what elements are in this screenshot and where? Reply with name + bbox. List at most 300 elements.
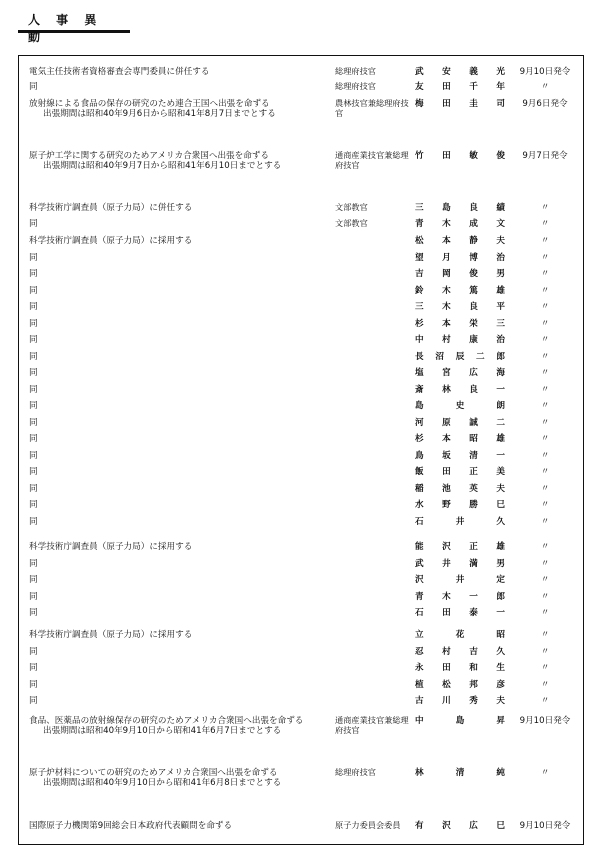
name-char: 英: [469, 484, 478, 494]
name-char: 松: [415, 236, 424, 246]
name-char: 島: [442, 203, 451, 213]
entry-position: 総理府技官: [335, 66, 376, 76]
entry-position: 文部教官: [335, 218, 368, 228]
entry-order: 科学技術庁調査員（原子力局）に併任する: [29, 203, 193, 213]
entry-date: 〃: [540, 608, 550, 618]
entry-date: 〃: [540, 434, 550, 444]
name-char: 沢: [442, 542, 451, 552]
entry-date: 9月6日発令: [522, 99, 568, 109]
entry-date: 〃: [540, 286, 550, 296]
name-char: 武: [415, 559, 424, 569]
name-char: 勝: [469, 500, 478, 510]
name-char: 古: [415, 696, 424, 706]
name-char: 郎: [496, 352, 505, 362]
entry-order: 同: [29, 451, 38, 461]
entry-date: 〃: [540, 401, 550, 411]
name-char: 有: [415, 821, 424, 831]
name-char: 村: [442, 647, 451, 657]
name-char: 博: [469, 253, 478, 263]
entry-order: 科学技術庁調査員（原子力局）に採用する: [29, 236, 193, 246]
entry-position: 総理府技官: [335, 81, 376, 91]
entry-name: [415, 647, 505, 657]
entry-description: [29, 500, 325, 510]
entry-description: [29, 680, 325, 690]
entry-description: [29, 236, 325, 246]
name-char: 久: [496, 517, 505, 527]
name-char: 田: [442, 467, 451, 477]
entry-order: 科学技術庁調査員（原子力局）に採用する: [29, 542, 193, 552]
entry-name: [415, 680, 505, 690]
entry-order: 同: [29, 401, 38, 411]
name-char: 沢: [442, 821, 451, 831]
entry-date: 〃: [540, 269, 550, 279]
name-char: 田: [442, 99, 451, 109]
entry-name: [415, 500, 505, 510]
name-char: 青: [415, 219, 424, 229]
name-char: 夫: [496, 696, 505, 706]
name-char: 石: [415, 608, 424, 618]
name-char: 林: [415, 768, 424, 778]
name-char: 月: [442, 253, 451, 263]
entry-name: [415, 203, 505, 213]
entry-description: [29, 385, 325, 395]
entry-name: [415, 418, 505, 428]
name-char: 和: [469, 663, 478, 673]
entry-name: [415, 663, 505, 673]
name-char: 林: [442, 385, 451, 395]
name-char: 田: [442, 663, 451, 673]
entry-order: 同: [29, 269, 38, 279]
entry-date: 〃: [540, 467, 550, 477]
name-char: 河: [415, 418, 424, 428]
name-char: 木: [442, 286, 451, 296]
name-char: 秀: [469, 696, 478, 706]
entry-description: [29, 253, 325, 263]
entry-date: 〃: [540, 368, 550, 378]
name-char: 一: [496, 608, 505, 618]
entry-name: [415, 352, 505, 362]
name-char: 成: [469, 219, 478, 229]
entry-name: [415, 467, 505, 477]
name-char: 美: [496, 467, 505, 477]
entry-description: [29, 517, 325, 527]
name-char: 石: [415, 517, 424, 527]
name-char: 治: [496, 253, 505, 263]
entry-period: 出張期間は昭和40年9月10日から昭和41年6月8日までとする: [43, 778, 282, 788]
entry-description: [29, 151, 325, 171]
name-char: 静: [469, 236, 478, 246]
entry-order: 同: [29, 335, 38, 345]
name-char: 花: [455, 630, 465, 640]
entry-order: 国際原子力機関第9回総会日本政府代表顧問を命ずる: [29, 821, 233, 831]
name-char: 飯: [415, 467, 424, 477]
name-char: 朗: [496, 401, 505, 411]
name-char: 昇: [496, 716, 505, 726]
entry-name: [415, 696, 505, 706]
entry-order: 同: [29, 302, 38, 312]
entry-name: [415, 716, 505, 726]
entry-date: 9月7日発令: [522, 151, 568, 161]
entry-order: 同: [29, 517, 38, 527]
name-char: 雄: [496, 286, 505, 296]
entry-description: [29, 319, 325, 329]
name-char: 司: [496, 99, 505, 109]
name-char: 誠: [469, 418, 478, 428]
name-char: 吉: [469, 647, 478, 657]
entry-name: [415, 821, 505, 831]
name-char: 史: [455, 401, 465, 411]
name-char: 年: [496, 82, 505, 92]
entry-name: [415, 434, 505, 444]
entry-order: 同: [29, 434, 38, 444]
name-char: 永: [415, 663, 424, 673]
name-char: 三: [415, 302, 424, 312]
entry-name: [415, 82, 505, 92]
entry-order: 科学技術庁調査員（原子力局）に採用する: [29, 630, 193, 640]
name-char: 田: [442, 82, 451, 92]
entry-description: [29, 418, 325, 428]
entry-date: 〃: [540, 559, 550, 569]
name-char: 三: [496, 319, 505, 329]
name-char: 広: [469, 821, 478, 831]
entry-name: [415, 99, 505, 109]
name-char: 宮: [442, 368, 451, 378]
name-char: 原: [442, 418, 451, 428]
entry-date: 〃: [540, 680, 550, 690]
entry-period: 出張期間は昭和40年9月10日から昭和41年6月7日までとする: [43, 726, 282, 736]
entry-description: [29, 559, 325, 569]
entry-period: 出張期間は昭和40年9月6日から昭和41年8月7日までとする: [43, 109, 276, 119]
name-char: 安: [442, 67, 451, 77]
name-char: 績: [496, 203, 505, 213]
name-char: 竹: [415, 151, 424, 161]
name-char: 稲: [415, 484, 424, 494]
entry-order: 同: [29, 680, 38, 690]
name-char: 鈴: [415, 286, 424, 296]
entry-description: [29, 821, 325, 831]
name-char: 二: [496, 418, 505, 428]
entry-name: [415, 286, 505, 296]
entry-description: [29, 434, 325, 444]
entry-name: [415, 151, 505, 161]
entry-order: 同: [29, 467, 38, 477]
entry-name: [415, 451, 505, 461]
entry-name: [415, 559, 505, 569]
entry-order: 同: [29, 592, 38, 602]
name-char: 田: [442, 151, 451, 161]
name-char: 梅: [415, 99, 424, 109]
entry-order: 同: [29, 559, 38, 569]
entry-position: 農林技官兼総理府技官: [335, 98, 409, 118]
name-char: 島: [455, 716, 465, 726]
entry-position: 通商産業技官兼総理府技官: [335, 150, 409, 170]
name-char: 能: [415, 542, 424, 552]
entry-order: 同: [29, 418, 38, 428]
name-char: 昭: [469, 434, 478, 444]
entry-date: 〃: [540, 451, 550, 461]
name-char: 巳: [496, 500, 505, 510]
entry-name: [415, 401, 505, 411]
name-char: 巳: [496, 821, 505, 831]
name-char: 栄: [469, 319, 478, 329]
entry-description: [29, 269, 325, 279]
entry-date: 〃: [540, 484, 550, 494]
name-char: 良: [469, 302, 478, 312]
entry-description: [29, 696, 325, 706]
entry-order: 電気主任技術者資格審査会専門委員に併任する: [29, 67, 210, 77]
entry-date: 〃: [540, 236, 550, 246]
name-char: 満: [469, 559, 478, 569]
name-char: 夫: [496, 484, 505, 494]
name-char: 望: [415, 253, 424, 263]
entry-name: [415, 608, 505, 618]
name-char: 沢: [415, 575, 424, 585]
entry-order: 同: [29, 368, 38, 378]
entry-order: 同: [29, 575, 38, 585]
name-char: 辰: [455, 352, 465, 362]
name-char: 久: [496, 647, 505, 657]
name-char: 吉: [415, 269, 424, 279]
entry-name: [415, 269, 505, 279]
entry-name: [415, 236, 505, 246]
entry-date: 〃: [540, 696, 550, 706]
entry-description: [29, 203, 325, 213]
entry-order: 同: [29, 385, 38, 395]
entry-date: 〃: [540, 319, 550, 329]
name-char: 純: [496, 768, 505, 778]
entry-description: [29, 302, 325, 312]
entry-name: [415, 219, 505, 229]
entry-description: [29, 401, 325, 411]
entry-name: [415, 592, 505, 602]
entry-position: 原子力委員会委員: [335, 820, 401, 830]
name-char: 三: [415, 203, 424, 213]
name-char: 中: [415, 716, 424, 726]
entry-name: [415, 542, 505, 552]
name-char: 井: [455, 575, 465, 585]
entry-date: 〃: [540, 82, 550, 92]
entry-date: 〃: [540, 219, 550, 229]
entry-order: 同: [29, 219, 38, 229]
entry-order: 同: [29, 608, 38, 618]
entry-date: 9月10日発令: [519, 716, 571, 726]
entry-description: [29, 352, 325, 362]
name-char: 村: [442, 335, 451, 345]
name-char: 良: [469, 203, 478, 213]
entry-name: [415, 67, 505, 77]
entry-date: 〃: [540, 542, 550, 552]
entry-description: [29, 647, 325, 657]
entry-name: [415, 385, 505, 395]
entry-name: [415, 630, 505, 640]
name-char: 良: [469, 385, 478, 395]
name-char: 鳥: [415, 451, 424, 461]
entry-date: 9月10日発令: [519, 821, 571, 831]
name-char: 海: [496, 368, 505, 378]
name-char: 彦: [496, 680, 505, 690]
entry-name: [415, 575, 505, 585]
entry-description: [29, 335, 325, 345]
entry-order: 同: [29, 696, 38, 706]
name-char: 本: [442, 236, 451, 246]
entry-description: [29, 467, 325, 477]
name-char: 武: [415, 67, 424, 77]
entry-position: 総理府技官: [335, 767, 376, 777]
name-char: 木: [442, 219, 451, 229]
entry-order: 原子炉材料についての研究のためアメリカ合衆国へ出張を命ずる: [29, 768, 278, 778]
entry-order: 放射線による食品の保存の研究のため連合王国へ出張を命ずる: [29, 99, 270, 109]
entry-description: [29, 82, 325, 92]
name-char: 正: [469, 467, 478, 477]
entry-date: 〃: [540, 385, 550, 395]
name-char: 康: [469, 335, 478, 345]
name-char: 千: [469, 82, 478, 92]
entry-description: [29, 99, 325, 119]
name-char: 生: [496, 663, 505, 673]
entry-order: 同: [29, 484, 38, 494]
entry-date: 〃: [540, 203, 550, 213]
name-char: 池: [442, 484, 451, 494]
entry-date: 〃: [540, 302, 550, 312]
name-char: 青: [415, 592, 424, 602]
entry-date: 〃: [540, 647, 550, 657]
personnel-table: [18, 55, 584, 845]
section-header: [18, 8, 130, 44]
name-char: 川: [442, 696, 451, 706]
entry-order: 同: [29, 319, 38, 329]
entry-date: 〃: [540, 630, 550, 640]
name-char: 圭: [469, 99, 478, 109]
entry-description: [29, 286, 325, 296]
name-char: 木: [442, 592, 451, 602]
name-char: 岡: [442, 269, 451, 279]
name-char: 清: [455, 768, 465, 778]
name-char: 井: [455, 517, 465, 527]
entry-order: 食品、医薬品の放射線保存の研究のためアメリカ合衆国へ出張を命ずる: [29, 716, 304, 726]
entry-name: [415, 368, 505, 378]
entry-order: 同: [29, 647, 38, 657]
name-char: 昭: [496, 630, 505, 640]
entry-name: [415, 768, 505, 778]
name-char: 雄: [496, 434, 505, 444]
entry-description: [29, 663, 325, 673]
section-title: 人 事 異 動: [28, 13, 103, 44]
entry-date: 〃: [540, 663, 550, 673]
name-char: 中: [415, 335, 424, 345]
name-char: 俊: [496, 151, 505, 161]
entry-name: [415, 484, 505, 494]
name-char: 杉: [415, 434, 424, 444]
name-char: 植: [415, 680, 424, 690]
name-char: 文: [496, 219, 505, 229]
entry-description: [29, 451, 325, 461]
name-char: 雄: [496, 542, 505, 552]
name-char: 定: [496, 575, 505, 585]
name-char: 広: [469, 368, 478, 378]
name-char: 治: [496, 335, 505, 345]
name-char: 清: [469, 451, 478, 461]
entry-name: [415, 253, 505, 263]
entry-description: [29, 67, 325, 77]
name-char: 杉: [415, 319, 424, 329]
name-char: 郎: [496, 592, 505, 602]
name-char: 友: [415, 82, 424, 92]
entry-order: 同: [29, 82, 38, 92]
entry-date: 〃: [540, 352, 550, 362]
name-char: 斎: [415, 385, 424, 395]
entry-date: 〃: [540, 500, 550, 510]
name-char: 二: [476, 352, 485, 362]
name-char: 泰: [469, 608, 478, 618]
name-char: 水: [415, 500, 424, 510]
entry-order: 同: [29, 253, 38, 263]
name-char: 平: [496, 302, 505, 312]
name-char: 島: [415, 401, 424, 411]
name-char: 松: [442, 680, 451, 690]
name-char: 長: [415, 352, 424, 362]
name-char: 田: [442, 608, 451, 618]
entry-position: 文部教官: [335, 202, 368, 212]
entry-date: 〃: [540, 592, 550, 602]
entry-name: [415, 335, 505, 345]
name-char: 男: [496, 269, 505, 279]
entry-description: [29, 484, 325, 494]
entry-date: 〃: [540, 575, 550, 585]
name-char: 光: [496, 67, 505, 77]
name-char: 忍: [415, 647, 424, 657]
entry-position: 通商産業技官兼総理府技官: [335, 715, 409, 735]
entry-order: 同: [29, 500, 38, 510]
entry-description: [29, 630, 325, 640]
name-char: 邦: [469, 680, 478, 690]
name-char: 篤: [469, 286, 478, 296]
name-char: 俊: [469, 269, 478, 279]
name-char: 本: [442, 319, 451, 329]
entry-description: [29, 368, 325, 378]
entry-description: [29, 716, 325, 736]
name-char: 立: [415, 630, 424, 640]
name-char: 塩: [415, 368, 424, 378]
entry-date: 〃: [540, 517, 550, 527]
entry-date: 〃: [540, 253, 550, 263]
name-char: 夫: [496, 236, 505, 246]
entry-description: [29, 219, 325, 229]
name-char: 沼: [435, 352, 444, 362]
entry-order: 同: [29, 352, 38, 362]
entry-date: 〃: [540, 418, 550, 428]
entry-description: [29, 542, 325, 552]
name-char: 本: [442, 434, 451, 444]
entry-name: [415, 517, 505, 527]
name-char: 義: [469, 67, 478, 77]
entry-date: 〃: [540, 768, 550, 778]
name-char: 敏: [469, 151, 478, 161]
entry-description: [29, 575, 325, 585]
name-char: 坂: [442, 451, 451, 461]
name-char: 井: [442, 559, 451, 569]
entry-date: 〃: [540, 335, 550, 345]
name-char: 野: [442, 500, 451, 510]
name-char: 一: [496, 385, 505, 395]
name-char: 木: [442, 302, 451, 312]
name-char: 男: [496, 559, 505, 569]
name-char: 一: [496, 451, 505, 461]
entry-order: 同: [29, 663, 38, 673]
entry-order: 同: [29, 286, 38, 296]
entry-order: 原子炉工学に関する研究のためアメリカ合衆国へ出張を命ずる: [29, 151, 270, 161]
name-char: 一: [469, 592, 478, 602]
entry-description: [29, 768, 325, 788]
